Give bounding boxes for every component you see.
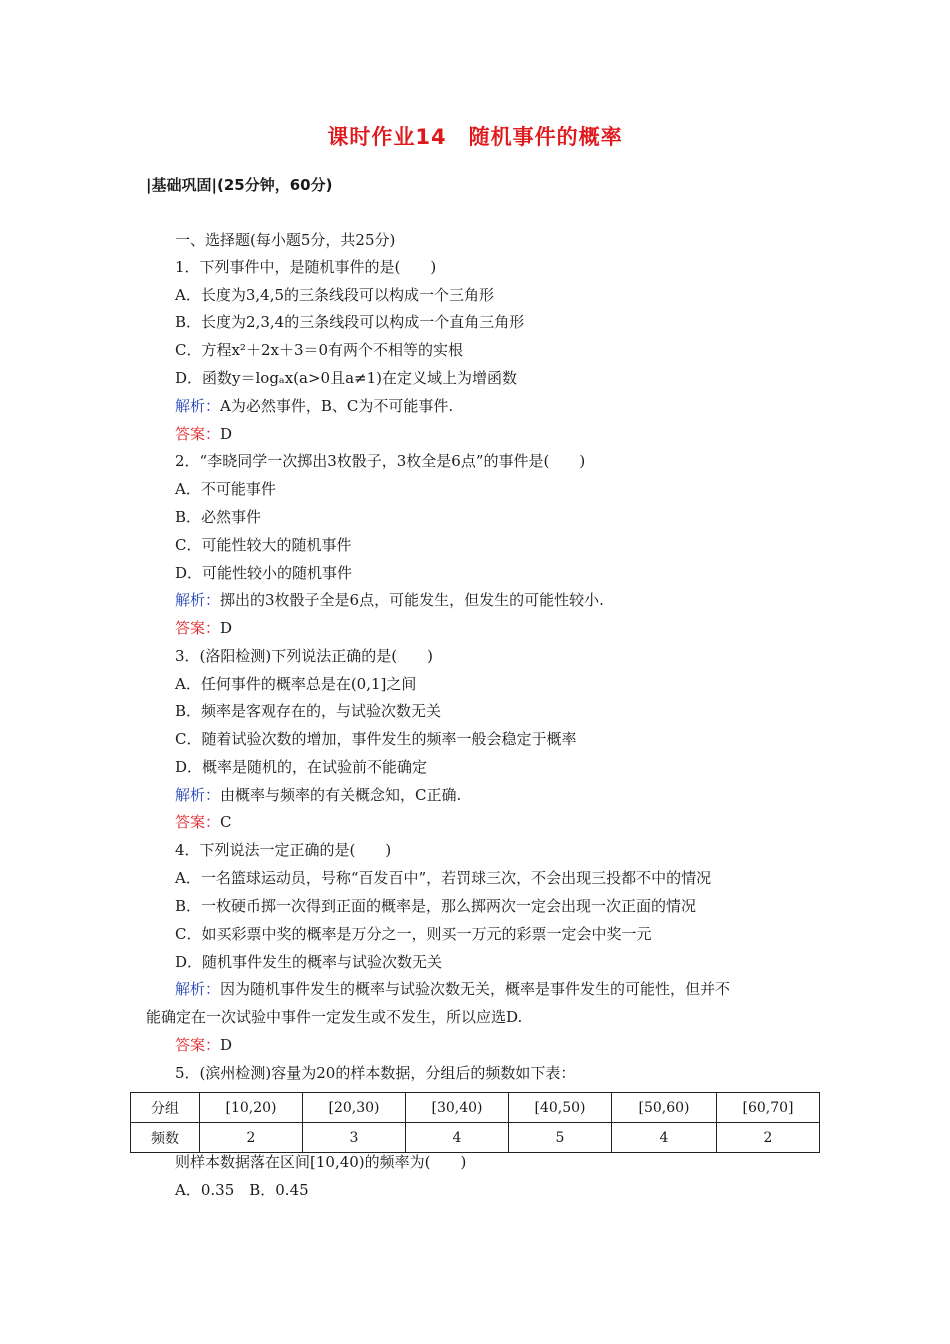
table-cell: 5 xyxy=(509,1123,612,1153)
q3-answer xyxy=(175,812,232,832)
q1-answer xyxy=(175,424,232,444)
table-cell: 4 xyxy=(406,1123,509,1153)
q4-option-b: B．一枚硬币掷一次得到正面的概率是，那么掷两次一定会出现一次正面的情况 xyxy=(175,897,697,915)
table-cell: [20,30) xyxy=(303,1093,406,1123)
analysis-text: 因为随机事件发生的概率与试验次数无关，概率是事件发生的可能性，但并不 xyxy=(220,980,731,998)
analysis-label: 解析： xyxy=(175,786,221,804)
answer-text: C xyxy=(220,813,232,831)
q3-option-b: B．频率是客观存在的，与试验次数无关 xyxy=(175,702,442,720)
q4-answer xyxy=(175,1035,232,1055)
q2-analysis xyxy=(175,590,604,610)
analysis-text: 掷出的3枚骰子全是6点，可能发生，但发生的可能性较小. xyxy=(220,591,604,609)
table-cell: 4 xyxy=(612,1123,717,1153)
q5-question: 则样本数据落在区间[10,40)的频率为( ) xyxy=(175,1153,467,1171)
answer-label: 答案： xyxy=(175,425,221,443)
q3-stem: 3．(洛阳检测)下列说法正确的是( ) xyxy=(175,647,433,665)
analysis-text: 由概率与频率的有关概念知，C正确. xyxy=(220,786,462,804)
answer-label: 答案： xyxy=(175,813,221,831)
analysis-label: 解析： xyxy=(175,397,221,415)
q2-option-c: C．可能性较大的随机事件 xyxy=(175,536,352,554)
q1-option-a: A．长度为3,4,5的三条线段可以构成一个三角形 xyxy=(175,286,495,304)
row-header-counts: 频数 xyxy=(131,1123,200,1153)
table-cell: 3 xyxy=(303,1123,406,1153)
q4-analysis-continued: 能确定在一次试验中事件一定发生或不发生，所以应选D. xyxy=(146,1008,523,1026)
table-cell: [30,40) xyxy=(406,1093,509,1123)
q4-option-a: A．一名篮球运动员，号称“百发百中”，若罚球三次，不会出现三投都不中的情况 xyxy=(175,869,712,887)
part-heading: 一、选择题(每小题5分，共25分) xyxy=(175,231,396,249)
analysis-text: A为必然事件，B、C为不可能事件. xyxy=(220,397,454,415)
row-header-groups: 分组 xyxy=(131,1093,200,1123)
answer-label: 答案： xyxy=(175,619,221,637)
q3-option-d: D．概率是随机的，在试验前不能确定 xyxy=(175,758,428,776)
q1-stem: 1．下列事件中，是随机事件的是( ) xyxy=(175,258,437,276)
analysis-label: 解析： xyxy=(175,591,221,609)
table-row xyxy=(131,1123,820,1153)
q3-option-a: A．任何事件的概率总是在(0,1]之间 xyxy=(175,675,417,693)
answer-text: D xyxy=(220,425,233,443)
q1-analysis xyxy=(175,396,453,416)
table-cell: [50,60) xyxy=(612,1093,717,1123)
q2-option-d: D．可能性较小的随机事件 xyxy=(175,564,353,582)
q5-options: A．0.35 B．0.45 xyxy=(175,1181,309,1199)
q4-analysis xyxy=(175,979,730,999)
q4-stem: 4．下列说法一定正确的是( ) xyxy=(175,841,392,859)
q2-stem: 2．“李晓同学一次掷出3枚骰子，3枚全是6点”的事件是( ) xyxy=(175,452,586,470)
q2-answer xyxy=(175,618,232,638)
q5-stem: 5．(滨州检测)容量为20的样本数据，分组后的频数如下表： xyxy=(175,1064,576,1082)
table-row xyxy=(131,1093,820,1123)
table-cell: [40,50) xyxy=(509,1093,612,1123)
frequency-table xyxy=(130,1092,820,1153)
section-heading xyxy=(146,174,332,195)
answer-text: D xyxy=(220,619,233,637)
q3-option-c: C．随着试验次数的增加，事件发生的频率一般会稳定于概率 xyxy=(175,730,577,748)
q1-option-b: B．长度为2,3,4的三条线段可以构成一个直角三角形 xyxy=(175,313,525,331)
answer-label: 答案： xyxy=(175,1036,221,1054)
table-cell: [10,20) xyxy=(200,1093,303,1123)
section-label: |基础巩固| xyxy=(146,176,217,194)
analysis-label: 解析： xyxy=(175,980,221,998)
q4-option-c: C．如买彩票中奖的概率是万分之一，则买一万元的彩票一定会中奖一元 xyxy=(175,925,652,943)
page-title: 课时作业14 随机事件的概率 xyxy=(327,125,623,149)
q3-analysis xyxy=(175,785,461,805)
section-note: (25分钟，60分) xyxy=(216,176,333,194)
answer-text: D xyxy=(220,1036,233,1054)
q2-option-b: B．必然事件 xyxy=(175,508,262,526)
q1-option-d: D．函数y＝logₐx(a>0且a≠1)在定义域上为增函数 xyxy=(175,369,517,387)
table-cell: 2 xyxy=(200,1123,303,1153)
q4-option-d: D．随机事件发生的概率与试验次数无关 xyxy=(175,953,443,971)
q1-option-c: C．方程x²＋2x＋3＝0有两个不相等的实根 xyxy=(175,341,464,359)
table-cell: 2 xyxy=(717,1123,820,1153)
q2-option-a: A．不可能事件 xyxy=(175,480,276,498)
table-cell: [60,70] xyxy=(717,1093,820,1123)
